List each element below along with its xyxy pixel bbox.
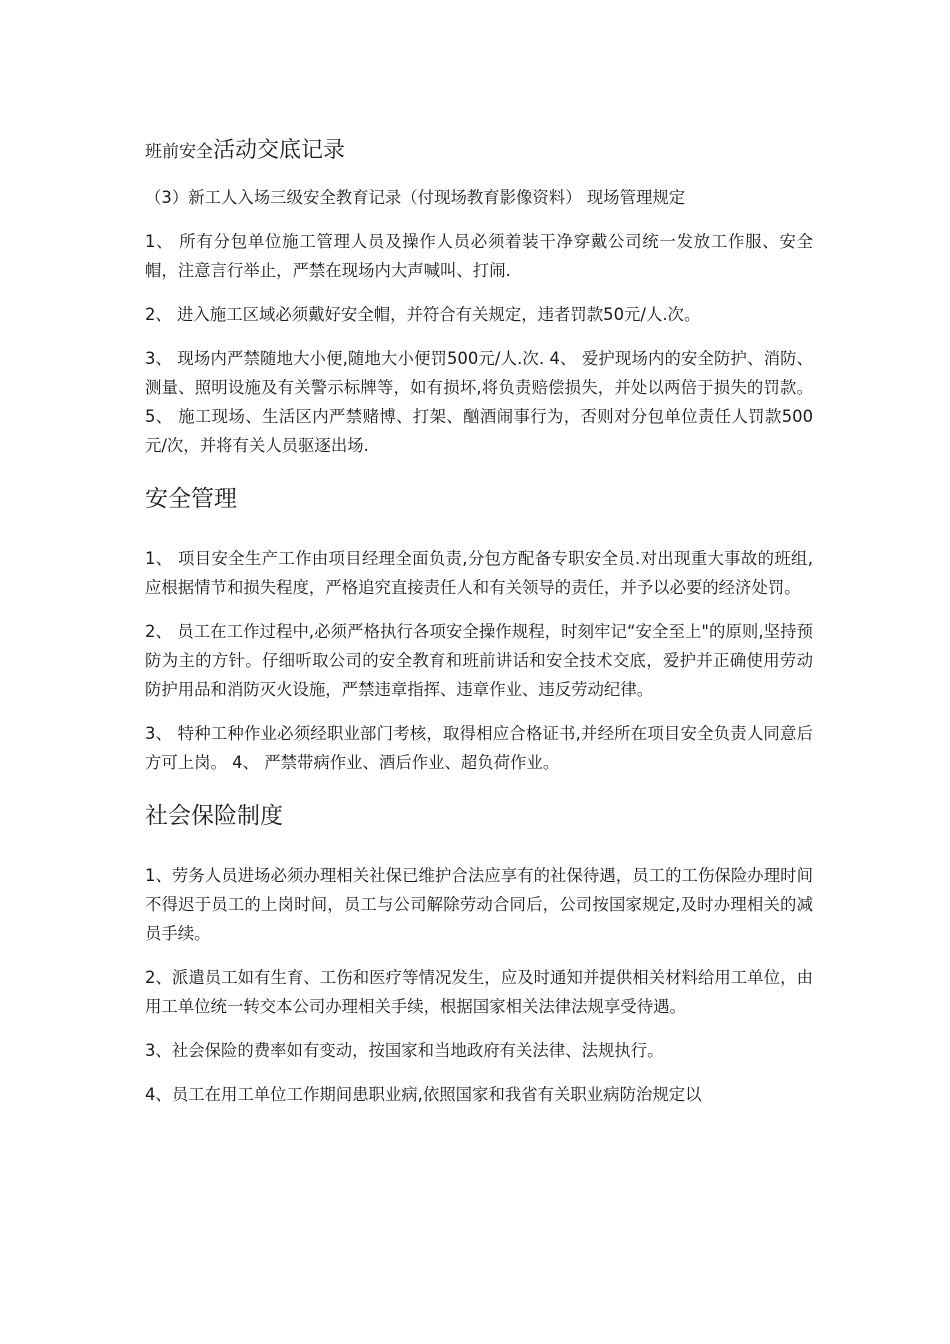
paragraph-insurance-3: 3、社会保险的费率如有变动，按国家和当地政府有关法律、法规执行。 bbox=[145, 1041, 664, 1060]
paragraph-safety-2: 2、 员工在工作过程中,必须严格执行各项安全操作规程，时刻牢记“安全至上"的原则,坚持预防为主的方针。仔细听取公司的安全教育和班前讲话和安全技术交底，爱护并正确使用劳动防护用品和消防灭火设施，严禁违章指挥、违章作业、违反劳动纪律。 bbox=[145, 622, 813, 699]
paragraph-rule-1: 1、 所有分包单位施工管理人员及操作人员必须着装干净穿戴公司统一发放工作服、安全帽，注意言行举止，严禁在现场内大声喊叫、打闹. bbox=[145, 232, 813, 280]
document-page bbox=[145, 134, 813, 1124]
title-prefix: 班前安全 bbox=[145, 142, 213, 162]
paragraph-safety-3: 3、 特种工种作业必须经职业部门考核，取得相应合格证书,并经所在项目安全负责人同意后方可上岗。 4、 严禁带病作业、酒后作业、超负荷作业。 bbox=[145, 724, 813, 772]
paragraph-rule-3: 3、 现场内严禁随地大小便,随地大小便罚500元/人.次. 4、 爱护现场内的安全防护、消防、测量、照明设施及有关警示标牌等，如有损坏,将负责赔偿损失，并处以两倍于损失的罚款。 5、 施工现场、生活区内严禁赌博、打架、酗酒闹事行为，否则对分包单位责任人罚款500元/次，并将有关人员驱逐出场. bbox=[145, 349, 813, 455]
paragraph-insurance-4: 4、员工在用工单位工作期间患职业病,依照国家和我省有关职业病防治规定以 bbox=[145, 1085, 702, 1104]
title-main: 活动交底记录 bbox=[213, 138, 346, 163]
paragraph-rule-2: 2、 进入施工区域必须戴好安全帽，并符合有关规定，违者罚款50元/人.次。 bbox=[145, 305, 701, 324]
section-heading-safety: 安全管理 bbox=[145, 486, 237, 512]
paragraph-insurance-1: 1、劳务人员进场必须办理相关社保已维护合法应享有的社保待遇，员工的工伤保险办理时间不得迟于员工的上岗时间，员工与公司解除劳动合同后，公司按国家规定,及时办理相关的减员手续。 bbox=[145, 866, 813, 943]
paragraph-safety-1: 1、 项目安全生产工作由项目经理全面负责,分包方配备专职安全员.对出现重大事故的班组,应根据情节和损失程度，严格追究直接责任人和有关领导的责任，并予以必要的经济处罚。 bbox=[145, 549, 813, 597]
document-title bbox=[145, 134, 813, 169]
paragraph-insurance-2: 2、派遣员工如有生育、工伤和医疗等情况发生，应及时通知并提供相关材料给用工单位，由用工单位统一转交本公司办理相关手续，根据国家相关法律法规享受待遇。 bbox=[145, 968, 813, 1016]
section-heading-insurance: 社会保险制度 bbox=[145, 803, 283, 829]
paragraph-intro: （3）新工人入场三级安全教育记录（付现场教育影像资料） 现场管理规定 bbox=[145, 188, 686, 207]
